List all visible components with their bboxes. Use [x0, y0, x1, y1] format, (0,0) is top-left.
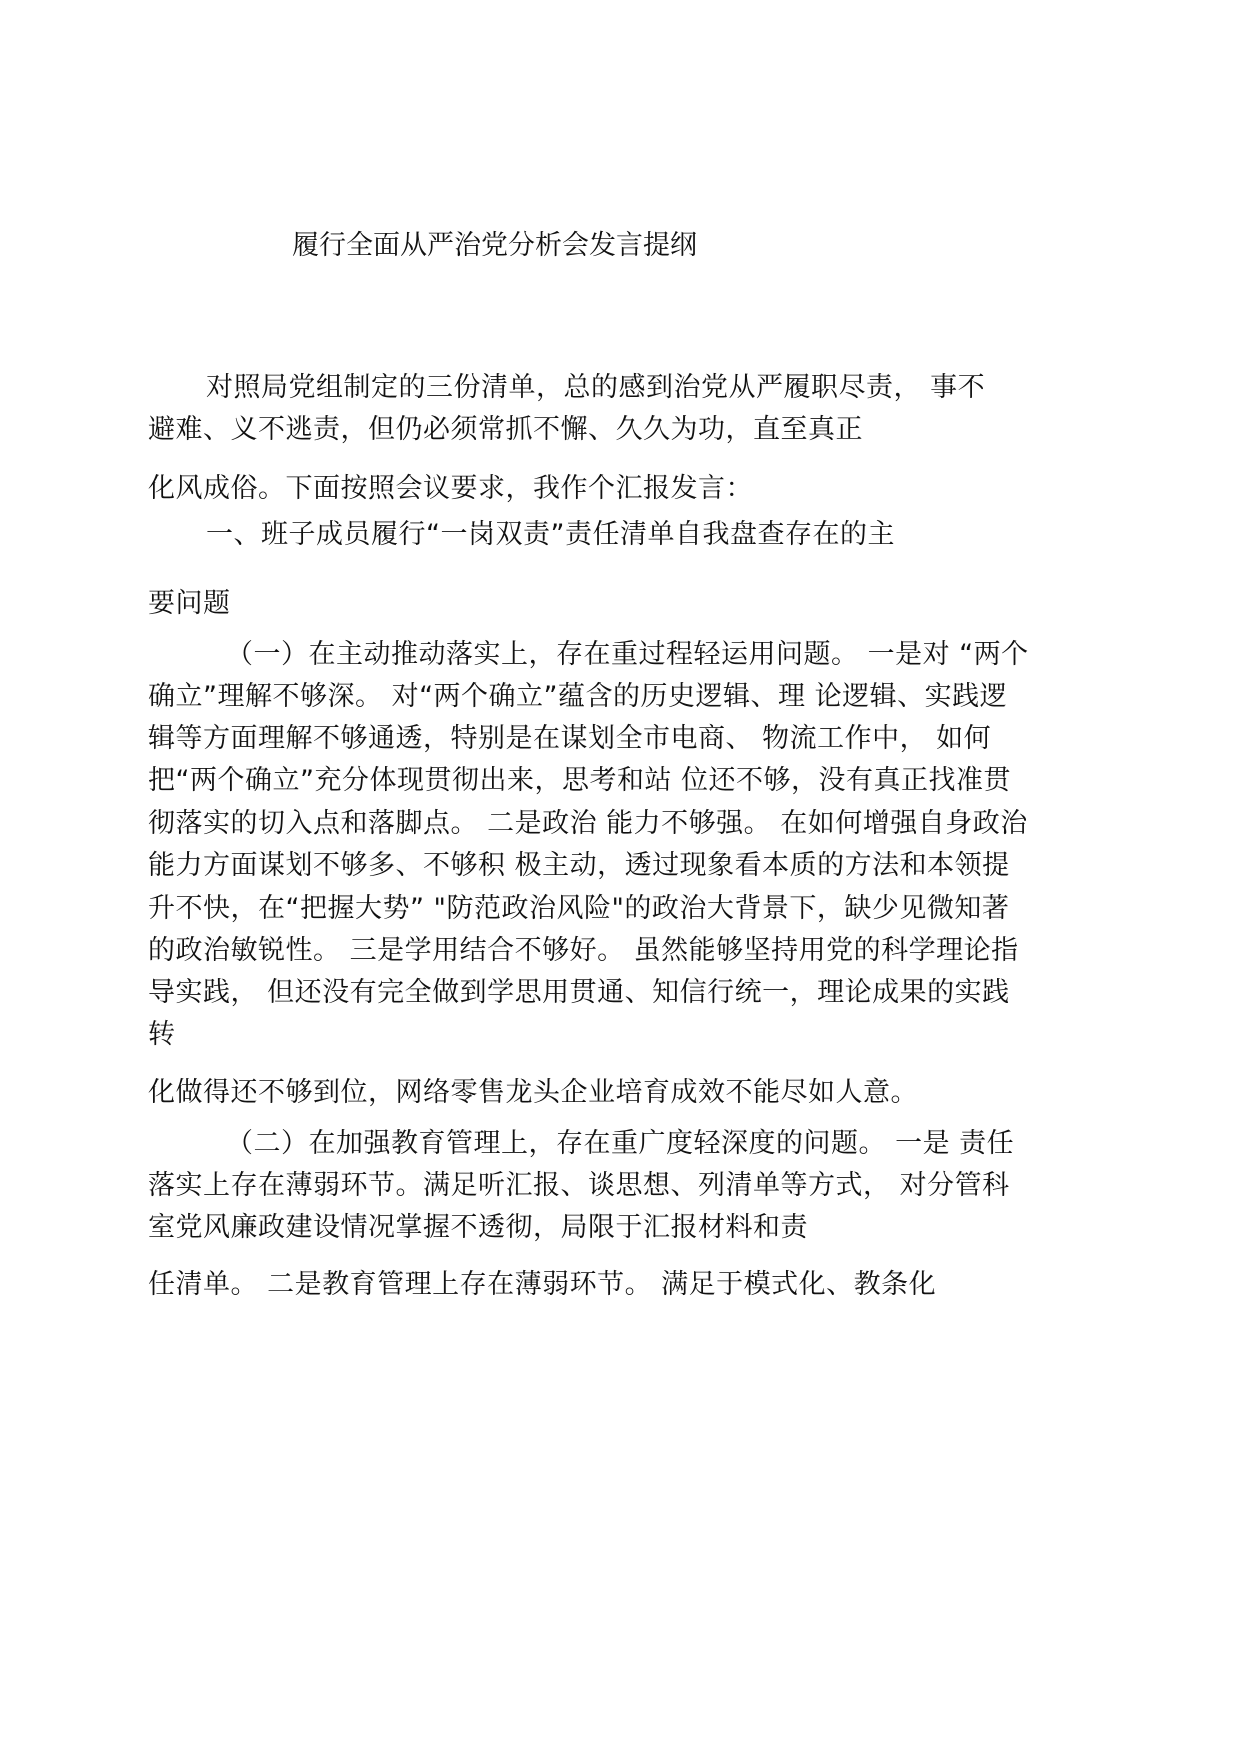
paragraph-line: 落实上存在薄弱环节。满足听汇报、谈思想、列清单等方式， 对分管科 [148, 1170, 1010, 1201]
paragraph-line: 化做得还不够到位，网络零售龙头企业培育成效不能尽如人意。 [148, 1077, 918, 1108]
paragraph-line: （二）在加强教育管理上，存在重广度轻深度的问题。 一是 责任 [226, 1128, 1015, 1159]
paragraph-line: 任清单。 二是教育管理上存在薄弱环节。 满足于模式化、教条化 [148, 1269, 937, 1300]
paragraph-line: 彻落实的切入点和落脚点。 二是政治 能力不够强。 在如何增强自身政治 [148, 808, 1028, 839]
paragraph-line: 的政治敏锐性。 三是学用结合不够好。 虽然能够坚持用党的科学理论指 [148, 935, 1019, 966]
paragraph-line: 导实践， 但还没有完全做到学思用贯通、知信行统一，理论成果的实践 [148, 977, 1010, 1008]
paragraph-line: 能力方面谋划不够多、不够积 极主动，透过现象看本质的方法和本领提 [148, 850, 1010, 881]
paragraph-line: 辑等方面理解不够通透，特别是在谋划全市电商、 物流工作中， 如何 [148, 723, 992, 754]
paragraph-line: 升不快，在“把握大势” "防范政治风险"的政治大背景下，缺少见微知著 [148, 893, 1010, 924]
paragraph-line: 确立”理解不够深。 对“两个确立”蕴含的历史逻辑、理 论逻辑、实践逻 [148, 681, 1008, 712]
paragraph-line: 对照局党组制定的三份清单，总的感到治党从严履职尽责， 事不 [206, 372, 986, 403]
paragraph-line: 化风成俗。下面按照会议要求，我作个汇报发言： [148, 473, 753, 504]
section-heading-line: 要问题 [148, 588, 231, 619]
paragraph-line: 避难、义不逃责，但仍必须常抓不懈、久久为功，直至真正 [148, 414, 863, 445]
paragraph-line: （一）在主动推动落实上，存在重过程轻运用问题。 一是对 “两个 [226, 639, 1029, 670]
paragraph-line: 把“两个确立”充分体现贯彻出来，思考和站 位还不够，没有真正找准贯 [148, 765, 1012, 796]
paragraph-line: 转 [148, 1019, 176, 1050]
section-heading-line: 一、班子成员履行“一岗双责”责任清单自我盘查存在的主 [206, 519, 895, 550]
paragraph-line: 室党风廉政建设情况掌握不透彻，局限于汇报材料和责 [148, 1212, 808, 1243]
document-title: 履行全面从严治党分析会发言提纲 [292, 230, 697, 261]
